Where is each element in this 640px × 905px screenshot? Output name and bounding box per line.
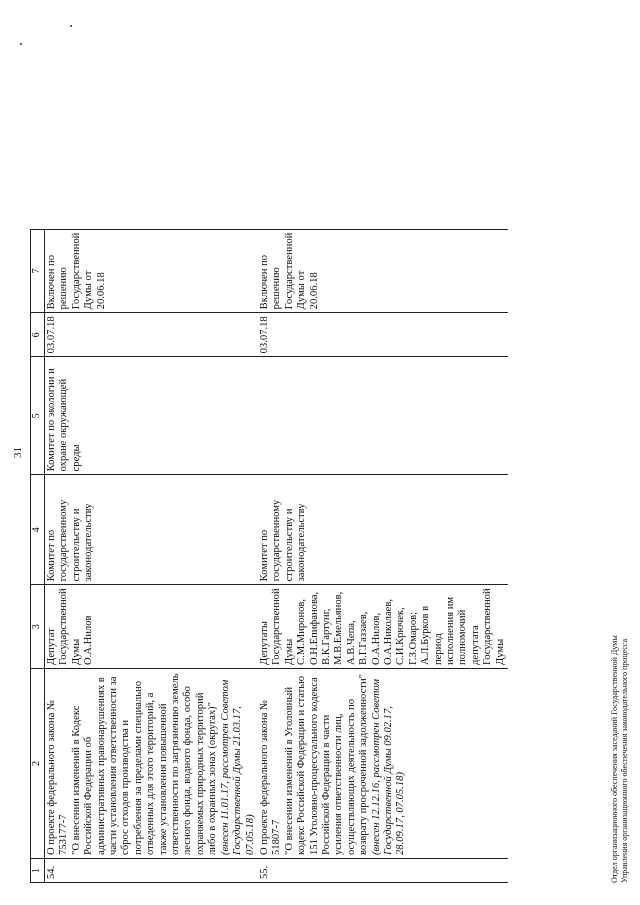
column-number: 1 [31, 859, 45, 883]
scan-speck [70, 25, 72, 27]
footer-line: Управления организационного обеспечения законодательного процесса [620, 638, 629, 883]
bill-title: "О внесении изменений в Уголовный кодекс Российской Федерации и статью 151 Уголовно-процессуального кодекса Российской Федерации в части усиления ответственности лиц, осуществляющих деятельность по возврату просроченной задолженности" [283, 674, 370, 855]
scan-speck [20, 43, 22, 45]
footer-line: Отдел организационного обеспечения заседаний Государственной Думы [610, 635, 619, 883]
page-number: 31 [12, 447, 24, 458]
responsible-committee [258, 357, 508, 475]
review-date: 03.07.18 [45, 313, 258, 357]
responsible-committee: Комитет по экологии и охране окружающей среды [45, 357, 258, 475]
page-footer [610, 635, 630, 883]
column-number: 3 [31, 585, 45, 669]
bill-status: Включен по решению Государственной Думы от 20.06.18 [45, 229, 258, 313]
bill-title-cell [45, 669, 258, 859]
co-committee: Комитет по государственному строительству и законодательству [45, 475, 258, 585]
column-number: 4 [31, 475, 45, 585]
column-number: 6 [31, 313, 45, 357]
row-number: 55. [258, 859, 508, 883]
bill-authors: Депутаты Государственной Думы С.М.Миронов, О.Н.Епифанова, В.К.Гартунг, М.В.Емельянов, А.В.Чепа, В.Г.Газзаев, О.А.Нилов, О.А.Николаев, С.И.Крючек, Г.З.Омаров; А.Л.Бурков в период исполнения им полномочий депутата Государственной Думы [258, 585, 508, 669]
column-number: 5 [31, 357, 45, 475]
table-row [45, 229, 258, 882]
bill-title: "О внесении изменений в Кодекс Российской Федерации об административных правонарушениях в части установления ответственности за сброс отходов производства и потребления за пределами специально отведенных для этого территорий, а также установления повышенной ответственности по загрязнению земель лесного фонда, водного фонда, особо охраняемых природных территорий либо в охранных зонах (округах)" [70, 673, 219, 855]
bill-number: О проекте федерального закона № 753177-7 [46, 699, 70, 855]
row-number: 54. [45, 859, 258, 883]
column-number: 2 [31, 669, 45, 859]
table-row [258, 229, 508, 882]
review-date: 03.07.18 [258, 313, 508, 357]
column-number: 7 [31, 229, 45, 313]
bills-table [30, 229, 508, 883]
bill-note: (внесен 12.12.16, рассмотрен Советом Государственной Думы 09.02.17, 28.09.17, 07.05.18) [370, 679, 407, 855]
co-committee: Комитет по государственному строительству и законодательству [258, 475, 508, 585]
bill-title-cell [258, 669, 508, 859]
column-number-row [31, 229, 45, 882]
bill-authors: Депутат Государственной Думы О.А.Нилов [45, 585, 258, 669]
bill-note: (внесен 11.01.17, рассмотрен Советом Государственной Думы 21.03.17, 07.05.18) [219, 679, 256, 855]
bill-status: Включен по решению Государственной Думы от 20.06.18 [258, 229, 508, 313]
bill-number: О проекте федерального закона № 51807-7 [258, 699, 283, 855]
